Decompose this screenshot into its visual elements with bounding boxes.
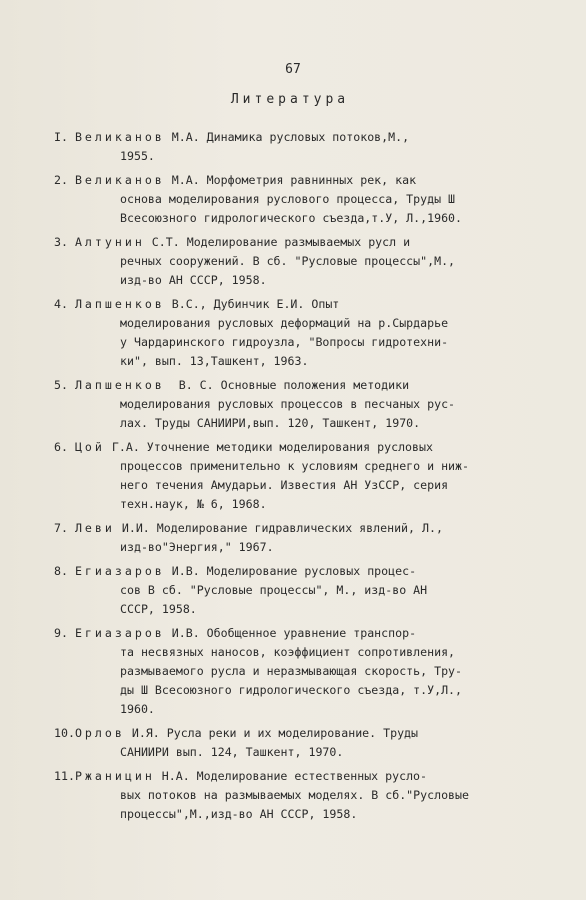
- reference-line: основа моделирования руслового процесса, Труды Ш: [120, 192, 456, 206]
- reference-line: САНИИРИ вып. 124, Ташкент, 1970.: [120, 745, 344, 759]
- reference-first-line: [54, 767, 574, 786]
- reference-line: моделирования русловых деформаций на р.Сырдарье: [120, 316, 449, 330]
- reference-first-line: [54, 295, 574, 314]
- reference-author: Лапшенков: [74, 378, 165, 392]
- reference-text: М.А. Динамика русловых потоков,М.,: [164, 130, 410, 144]
- reference-text: В.С., Дубинчик Е.И. Опыт: [164, 297, 340, 311]
- reference-line: него течения Амударьи. Известия АН УзССР, серия: [120, 478, 449, 492]
- reference-item: [54, 128, 574, 166]
- reference-item: [54, 171, 574, 228]
- reference-number: 3.: [54, 235, 68, 249]
- reference-text: И.В. Обобщенное уравнение транспор-: [164, 626, 417, 640]
- reference-first-line: [54, 438, 574, 457]
- reference-number: 7.: [54, 521, 68, 535]
- reference-number: 9.: [54, 626, 68, 640]
- reference-author: Леви: [74, 521, 115, 535]
- reference-line: техн.наук, № 6, 1968.: [120, 497, 267, 511]
- reference-first-line: [54, 128, 574, 147]
- reference-author: Егиазаров: [74, 626, 165, 640]
- reference-line: СССР, 1958.: [120, 602, 197, 616]
- reference-line: та несвязных наносов, коэффициент сопротивления,: [120, 645, 456, 659]
- reference-author: Великанов: [74, 130, 165, 144]
- reference-line: изд-во"Энергия," 1967.: [120, 540, 274, 554]
- reference-item: [54, 295, 574, 371]
- reference-number: 11.: [54, 769, 75, 783]
- reference-text: М.А. Морфометрия равнинных рек, как: [164, 173, 417, 187]
- reference-line: процессы",М.,изд-во АН СССР, 1958.: [120, 807, 358, 821]
- reference-first-line: [54, 171, 574, 190]
- reference-item: [54, 233, 574, 290]
- reference-line: речных сооружений. В сб. "Русловые процессы",М.,: [120, 254, 456, 268]
- reference-author: Орлов: [74, 726, 125, 740]
- reference-number: 2.: [54, 173, 68, 187]
- reference-author: Егиазаров: [74, 564, 165, 578]
- reference-item: [54, 438, 574, 514]
- reference-number: 10.: [54, 726, 75, 740]
- reference-first-line: [54, 724, 574, 743]
- reference-first-line: [54, 519, 574, 538]
- reference-line: вых потоков на размываемых моделях. В сб."Русловые: [120, 788, 470, 802]
- reference-first-line: [54, 376, 574, 395]
- reference-author: Великанов: [74, 173, 165, 187]
- reference-text: В. С. Основные положения методики: [164, 378, 410, 392]
- reference-number: 8.: [54, 564, 68, 578]
- reference-line: ды Ш Всесоюзного гидрологического съезда, т.У,Л.,: [120, 683, 463, 697]
- reference-number: 5.: [54, 378, 68, 392]
- reference-item: [54, 724, 574, 762]
- reference-line: сов В сб. "Русловые процессы", М., изд-во АН: [120, 583, 428, 597]
- reference-first-line: [54, 233, 574, 252]
- reference-line: моделирования русловых процессов в песчаных рус-: [120, 397, 456, 411]
- reference-line: лах. Труды САНИИРИ,вып. 120, Ташкент, 1970.: [120, 416, 421, 430]
- reference-text: И.Я. Русла реки и их моделирование. Труды: [124, 726, 419, 740]
- reference-author: Цой: [74, 440, 105, 454]
- reference-line: изд-во АН СССР, 1958.: [120, 273, 267, 287]
- reference-item: [54, 624, 574, 719]
- reference-number: 4.: [54, 297, 68, 311]
- reference-author: Ржаницин: [74, 769, 155, 783]
- reference-item: [54, 376, 574, 433]
- reference-line: Всесоюзного гидрологического съезда,т.У, Л.,1960.: [120, 211, 463, 225]
- page-number: 67: [285, 62, 301, 77]
- reference-first-line: [54, 624, 574, 643]
- reference-item: [54, 562, 574, 619]
- reference-item: [54, 519, 574, 557]
- reference-first-line: [54, 562, 574, 581]
- reference-number: 6.: [54, 440, 68, 454]
- reference-text: И.И. Моделирование гидравлических явлений, Л.,: [114, 521, 443, 535]
- reference-line: размываемого русла и неразмывающая скорость, Тру-: [120, 664, 463, 678]
- reference-number: I.: [54, 130, 68, 144]
- reference-item: [54, 767, 574, 824]
- reference-text: Г.А. Уточнение методики моделирования русловых: [104, 440, 433, 454]
- reference-text: С.Т. Моделирование размываемых русл и: [144, 235, 411, 249]
- reference-author: Лапшенков: [74, 297, 165, 311]
- reference-author: Алтунин: [74, 235, 145, 249]
- reference-line: 1955.: [120, 149, 155, 163]
- reference-text: Н.А. Моделирование естественных руслo-: [154, 769, 428, 783]
- reference-text: И.В. Моделирование русловых процес-: [164, 564, 417, 578]
- section-heading: Литература: [230, 92, 350, 107]
- reference-list: [54, 128, 574, 829]
- reference-line: у Чардаринского гидроузла, "Вопросы гидротехни-: [120, 335, 449, 349]
- reference-line: 1960.: [120, 702, 155, 716]
- reference-line: процессов применительно к условиям среднего и ниж-: [120, 459, 470, 473]
- reference-line: ки", вып. 13,Ташкент, 1963.: [120, 354, 309, 368]
